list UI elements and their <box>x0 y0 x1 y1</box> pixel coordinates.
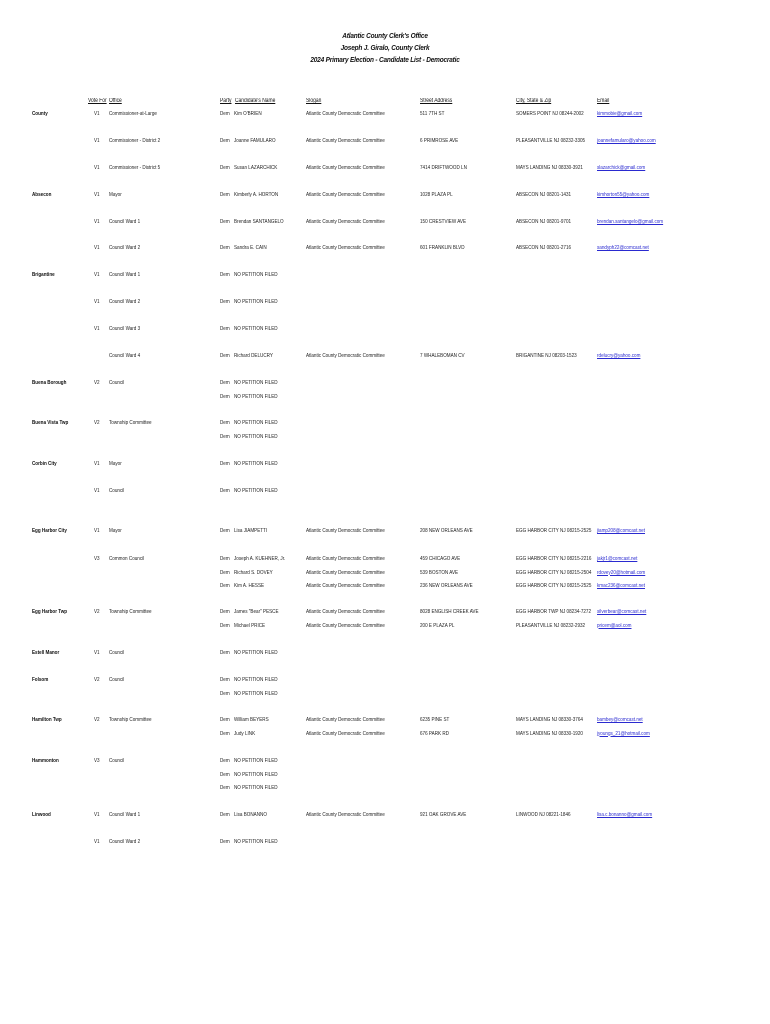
city-state-zip-cell: PLEASANTVILLE NJ 08232-3305 <box>516 138 586 144</box>
party-cell: Dem <box>220 556 230 562</box>
city-state-zip-cell: MAYS LANDING NJ 08330-3921 <box>516 165 583 171</box>
party-cell: Dem <box>220 677 230 683</box>
candidate-name-cell: NO PETITION FILED <box>234 690 278 697</box>
header-line-office: Atlantic County Clerk's Office <box>342 31 428 40</box>
office-cell: Commissioner - District 2 <box>109 138 161 144</box>
party-cell: Dem <box>220 245 230 251</box>
city-state-zip-cell: MAYS LANDING NJ 08330-3764 <box>516 717 583 723</box>
party-cell: Dem <box>220 380 230 386</box>
street-address-cell: 601 FRANKLIN BLVD <box>420 245 465 251</box>
email-link[interactable]: kmac236@comcast.net <box>597 583 646 589</box>
slogan-cell: Atlantic County Democratic Committee <box>306 138 385 144</box>
street-address-cell: 200 E PLAZA PL <box>420 622 455 629</box>
email-link[interactable]: jakjr1@comcast.net <box>597 556 638 562</box>
city-state-zip-cell: EGG HARBOR CITY NJ 08215-2525 <box>516 583 592 589</box>
vote-for-cell: V3 <box>94 556 100 562</box>
email-link[interactable]: bambey@comcast.net <box>597 717 643 723</box>
street-address-cell: 6 PRIMROSE AVE <box>420 138 459 144</box>
candidate-name-cell: NO PETITION FILED <box>234 461 278 467</box>
party-cell: Dem <box>220 192 230 198</box>
vote-for-cell: V2 <box>94 717 100 723</box>
slogan-cell: Atlantic County Democratic Committee <box>306 622 385 629</box>
candidate-name-cell: Joseph A. KUEHNER, Jr. <box>234 556 286 562</box>
street-address-cell: 1028 PLAZA PL <box>420 192 453 198</box>
office-cell: Council Ward 3 <box>109 326 141 332</box>
municipality-label: Brigantine <box>32 272 55 278</box>
candidate-name-cell: Richard DELUCRY <box>234 353 273 359</box>
party-cell: Dem <box>220 528 230 534</box>
office-cell: Council Ward 1 <box>109 219 141 225</box>
candidate-name-cell: Brendan SANTANGELO <box>234 219 284 225</box>
vote-for-cell: V1 <box>94 138 100 144</box>
party-cell: Dem <box>220 812 230 818</box>
candidate-name-cell: NO PETITION FILED <box>234 380 278 386</box>
street-address-cell: 511 7TH ST <box>420 111 445 117</box>
email-link[interactable]: sandyph22@comcast.net <box>597 245 649 251</box>
candidate-name-cell: Sandra E. CAIN <box>234 245 267 251</box>
column-header-slogan: Slogan <box>306 98 322 104</box>
office-cell: Commissioner - District 5 <box>109 165 161 171</box>
party-cell: Dem <box>220 326 230 332</box>
candidate-name-cell: Kim O'BRIEN <box>234 111 262 117</box>
vote-for-cell: V1 <box>94 272 100 278</box>
email-link[interactable]: joannefamularo@yahoo.com <box>597 138 656 144</box>
slogan-cell: Atlantic County Democratic Committee <box>306 569 385 576</box>
street-address-cell: 921 OAK GROVE AVE <box>420 812 467 818</box>
city-state-zip-cell: ABSECON NJ 08201-9701 <box>516 219 572 225</box>
candidate-name-cell: William BEYERS <box>234 717 269 723</box>
vote-for-cell: V2 <box>94 420 100 426</box>
vote-for-cell: V2 <box>94 380 100 386</box>
office-cell: Council <box>109 758 125 764</box>
vote-for-cell: V3 <box>94 758 100 764</box>
party-cell: Dem <box>220 219 230 225</box>
candidate-name-cell: Joanne FAMULARO <box>234 138 276 144</box>
email-link[interactable]: silverbear@comcast.net <box>597 609 647 615</box>
candidate-name-cell: Kim A. HESSE <box>234 583 265 589</box>
party-cell: Dem <box>220 771 230 778</box>
party-cell: Dem <box>220 730 230 737</box>
email-link[interactable]: jiamp208@comcast.net <box>597 528 646 534</box>
office-cell: Mayor <box>109 192 122 198</box>
municipality-label: Buena Vista Twp <box>32 420 69 426</box>
vote-for-cell: V1 <box>94 192 100 198</box>
street-address-cell: 7 WHALEBOMAN CV <box>420 353 465 359</box>
slogan-cell: Atlantic County Democratic Committee <box>306 245 385 251</box>
city-state-zip-cell: LINWOOD NJ 08221-1846 <box>516 812 571 818</box>
municipality-label: County <box>32 111 48 117</box>
vote-for-cell: V1 <box>94 245 100 251</box>
candidate-name-cell: Kimberly A. HORTON <box>234 192 279 198</box>
column-header-candidate: Candidate's Name <box>235 98 276 104</box>
municipality-label: Estell Manor <box>32 650 60 656</box>
slogan-cell: Atlantic County Democratic Committee <box>306 730 385 737</box>
party-cell: Dem <box>220 650 230 656</box>
vote-for-cell: V1 <box>94 461 100 467</box>
office-cell: Mayor <box>109 461 122 467</box>
street-address-cell: 7414 DRIFTWOOD LN <box>420 165 467 171</box>
city-state-zip-cell: MAYS LANDING NJ 08330-1920 <box>516 730 583 737</box>
office-cell: Council Ward 2 <box>109 245 141 251</box>
city-state-zip-cell: BRIGANTINE NJ 08203-1523 <box>516 353 577 359</box>
office-cell: Council <box>109 488 125 494</box>
vote-for-cell: V1 <box>94 812 100 818</box>
vote-for-cell: V1 <box>94 650 100 656</box>
party-cell: Dem <box>220 433 230 440</box>
email-link[interactable]: slazarchick@gmail.com <box>597 165 646 171</box>
email-link[interactable]: kimmobie@gmail.com <box>597 111 643 117</box>
candidate-name-cell: NO PETITION FILED <box>234 326 278 332</box>
party-cell: Dem <box>220 138 230 144</box>
office-cell: Common Council <box>109 556 145 562</box>
city-state-zip-cell: EGG HARBOR CITY NJ 08215-2216 <box>516 556 592 562</box>
candidate-name-cell: Susan LAZARCHICK <box>234 165 278 171</box>
candidate-name-cell: Richard S. DOVEY <box>234 569 273 576</box>
candidate-name-cell: NO PETITION FILED <box>234 272 278 278</box>
municipality-label: Egg Harbor City <box>32 528 67 534</box>
candidate-name-cell: NO PETITION FILED <box>234 433 278 440</box>
street-address-cell: 459 CHICAGO AVE <box>420 556 461 562</box>
vote-for-cell: V2 <box>94 677 100 683</box>
column-header-office: Office <box>109 98 122 104</box>
party-cell: Dem <box>220 272 230 278</box>
office-cell: Council Ward 1 <box>109 812 141 818</box>
office-cell: Council Ward 4 <box>109 353 141 359</box>
email-link[interactable]: rdovey20@hotmail.com <box>597 569 646 576</box>
municipality-label: Hammonton <box>32 758 59 764</box>
street-address-cell: 6235 PINE ST <box>420 717 450 723</box>
office-cell: Council <box>109 650 125 656</box>
slogan-cell: Atlantic County Democratic Committee <box>306 583 385 589</box>
vote-for-cell: V1 <box>94 839 100 845</box>
email-link[interactable]: brendan.santangelo@gmail.com <box>597 219 664 225</box>
candidate-name-cell: NO PETITION FILED <box>234 393 278 400</box>
column-header-vote-for: Vote For <box>88 98 107 104</box>
email-link[interactable]: rdelucry@yahoo.com <box>597 353 641 359</box>
column-header-city: City, State & Zip <box>516 98 552 104</box>
municipality-label: Egg Harbor Twp <box>32 609 68 615</box>
street-address-cell: 8028 ENGLISH CREEK AVE <box>420 609 479 615</box>
party-cell: Dem <box>220 165 230 171</box>
municipality-label: Corbin City <box>32 461 57 467</box>
header-line-clerk: Joseph J. Giralo, County Clerk <box>340 43 430 52</box>
office-cell: Council <box>109 380 125 386</box>
party-cell: Dem <box>220 111 230 117</box>
city-state-zip-cell: PLEASANTVILLE NJ 08232-2932 <box>516 622 586 629</box>
city-state-zip-cell: ABSECON NJ 08201-1431 <box>516 192 572 198</box>
slogan-cell: Atlantic County Democratic Committee <box>306 556 385 562</box>
party-cell: Dem <box>220 569 230 576</box>
office-cell: Council Ward 2 <box>109 839 141 845</box>
party-cell: Dem <box>220 488 230 494</box>
office-cell: Council Ward 1 <box>109 272 141 278</box>
vote-for-cell: V1 <box>94 165 100 171</box>
slogan-cell: Atlantic County Democratic Committee <box>306 165 385 171</box>
email-link[interactable]: jyoungs_21@hotmail.com <box>597 730 650 737</box>
vote-for-cell: V1 <box>94 488 100 494</box>
office-cell: Township Committee <box>109 609 152 615</box>
column-header-party: Party <box>220 98 232 104</box>
candidate-name-cell: NO PETITION FILED <box>234 677 278 683</box>
slogan-cell: Atlantic County Democratic Committee <box>306 812 385 818</box>
party-cell: Dem <box>220 690 230 697</box>
candidate-name-cell: Michael PRICE <box>234 622 266 629</box>
office-cell: Council <box>109 677 125 683</box>
email-link[interactable]: lisa.c.bonanno@gmail.com <box>597 812 653 818</box>
candidate-name-cell: NO PETITION FILED <box>234 420 278 426</box>
office-cell: Township Committee <box>109 717 152 723</box>
city-state-zip-cell: EGG HARBOR TWP NJ 08234-7272 <box>516 609 592 615</box>
candidate-name-cell: Judy LINK <box>234 730 256 737</box>
candidate-name-cell: NO PETITION FILED <box>234 299 278 305</box>
vote-for-cell: V1 <box>94 326 100 332</box>
party-cell: Dem <box>220 839 230 845</box>
street-address-cell: 236 NEW ORLEANS AVE <box>420 583 473 589</box>
street-address-cell: 676 PARK RD <box>420 730 449 737</box>
municipality-label: Absecon <box>32 192 52 198</box>
email-link[interactable]: pricem@aol.com <box>597 622 632 629</box>
candidate-name-cell: NO PETITION FILED <box>234 488 278 494</box>
municipality-label: Linwood <box>32 812 51 818</box>
city-state-zip-cell: EGG HARBOR CITY NJ 08215-2525 <box>516 528 592 534</box>
party-cell: Dem <box>220 299 230 305</box>
party-cell: Dem <box>220 758 230 764</box>
party-cell: Dem <box>220 583 230 589</box>
slogan-cell: Atlantic County Democratic Committee <box>306 717 385 723</box>
city-state-zip-cell: EGG HARBOR CITY NJ 08215-2504 <box>516 569 592 576</box>
party-cell: Dem <box>220 609 230 615</box>
party-cell: Dem <box>220 353 230 359</box>
party-cell: Dem <box>220 461 230 467</box>
party-cell: Dem <box>220 785 230 791</box>
slogan-cell: Atlantic County Democratic Committee <box>306 353 385 359</box>
street-address-cell: 539 BOSTON AVE <box>420 569 459 576</box>
candidate-name-cell: NO PETITION FILED <box>234 758 278 764</box>
office-cell: Mayor <box>109 528 122 534</box>
candidate-name-cell: Lisa BONANNO <box>234 812 267 818</box>
party-cell: Dem <box>220 717 230 723</box>
vote-for-cell: V1 <box>94 528 100 534</box>
city-state-zip-cell: SOMERS POINT NJ 08244-2002 <box>516 111 584 117</box>
slogan-cell: Atlantic County Democratic Committee <box>306 528 385 534</box>
party-cell: Dem <box>220 420 230 426</box>
slogan-cell: Atlantic County Democratic Committee <box>306 111 385 117</box>
municipality-label: Folsom <box>32 677 49 683</box>
municipality-label: Buena Borough <box>32 380 67 386</box>
candidate-name-cell: NO PETITION FILED <box>234 650 278 656</box>
slogan-cell: Atlantic County Democratic Committee <box>306 192 385 198</box>
header-line-election: 2024 Primary Election - Candidate List - Democratic <box>310 55 460 64</box>
email-link[interactable]: kimhorton55@yahoo.com <box>597 192 650 198</box>
column-header-email: Email <box>597 98 610 104</box>
vote-for-cell: V2 <box>94 609 100 615</box>
candidate-name-cell: NO PETITION FILED <box>234 771 278 778</box>
candidate-name-cell: NO PETITION FILED <box>234 839 278 845</box>
office-cell: Commissioner-at-Large <box>109 111 157 117</box>
street-address-cell: 208 NEW ORLEANS AVE <box>420 528 473 534</box>
office-cell: Council Ward 2 <box>109 299 141 305</box>
city-state-zip-cell: ABSECON NJ 08201-2716 <box>516 245 572 251</box>
municipality-label: Hamilton Twp <box>32 717 62 723</box>
candidate-name-cell: James "Bear" PESCE <box>234 609 279 615</box>
document-header <box>0 30 770 66</box>
party-cell: Dem <box>220 622 230 629</box>
slogan-cell: Atlantic County Democratic Committee <box>306 609 385 615</box>
vote-for-cell: V1 <box>94 111 100 117</box>
candidate-name-cell: Lisa JIAMPETTI <box>234 528 268 534</box>
column-header-street: Street Address <box>420 98 453 104</box>
party-cell: Dem <box>220 393 230 400</box>
candidate-name-cell: NO PETITION FILED <box>234 785 278 791</box>
vote-for-cell: V1 <box>94 219 100 225</box>
slogan-cell: Atlantic County Democratic Committee <box>306 219 385 225</box>
street-address-cell: 150 CRESTVIEW AVE <box>420 219 467 225</box>
vote-for-cell: V1 <box>94 299 100 305</box>
office-cell: Township Committee <box>109 420 152 426</box>
